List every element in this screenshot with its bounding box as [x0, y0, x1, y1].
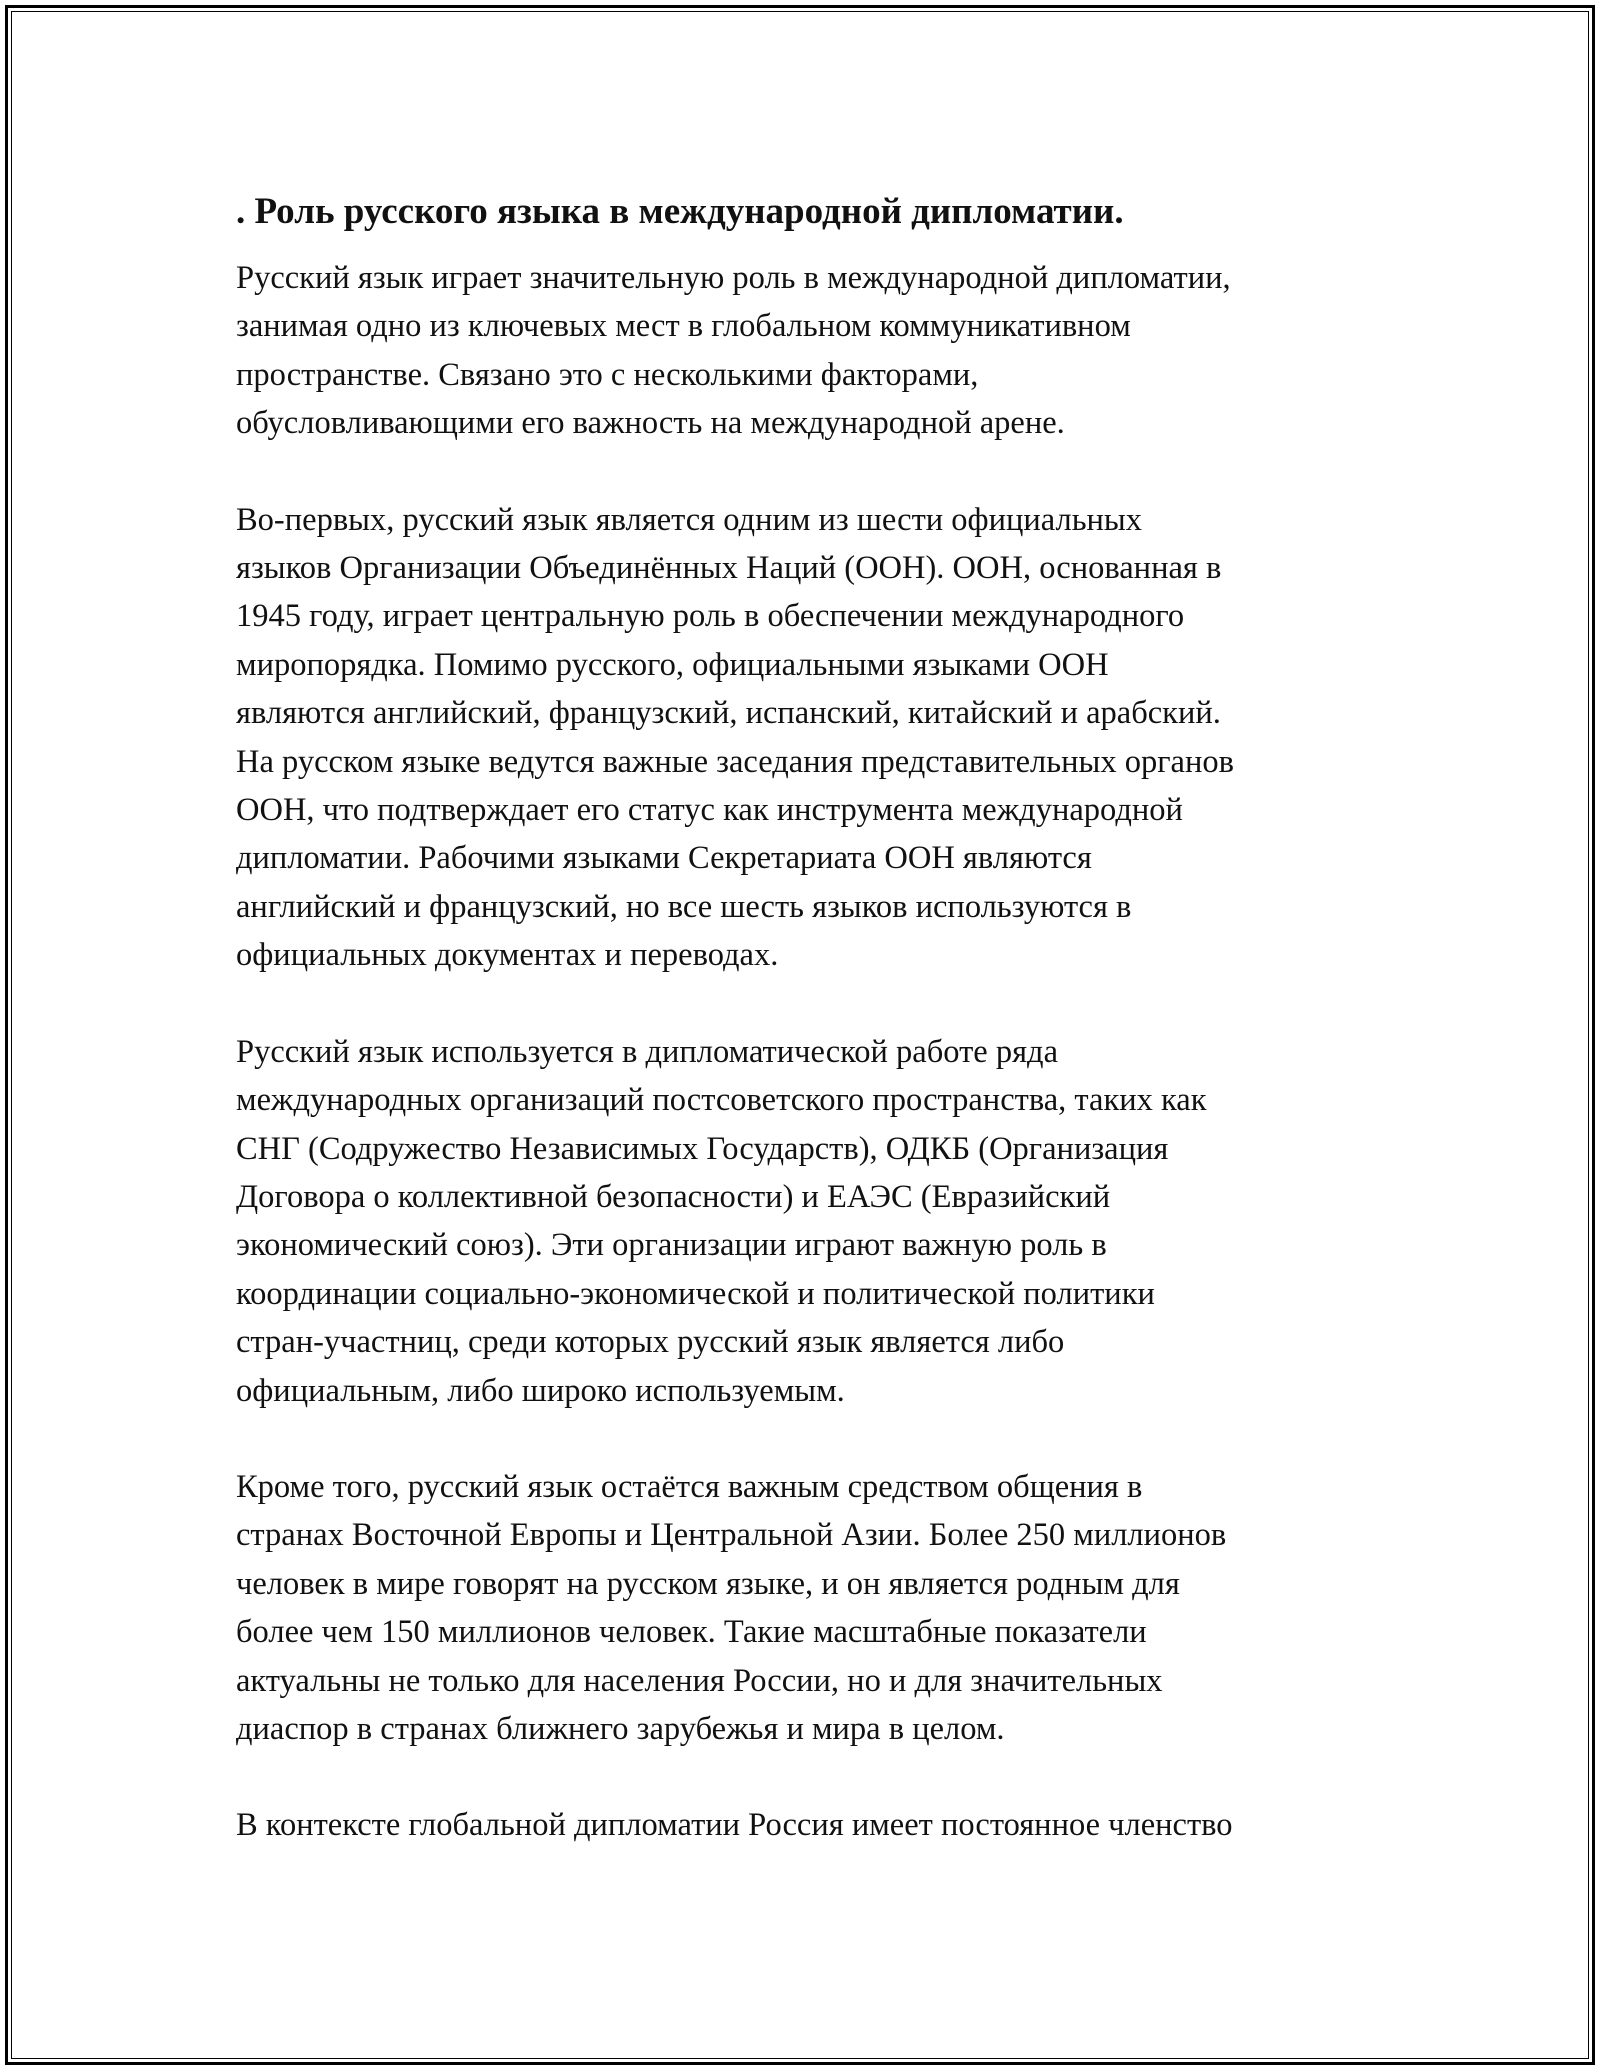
text-line: дипломатии. Рабочими языками Секретариата ООН являются	[236, 840, 1092, 877]
text-line: Договора о коллективной безопасности) и ЕАЭС (Евразийский	[236, 1178, 1111, 1215]
text-line: Кроме того, русский язык остаётся важным средством общения в	[236, 1468, 1143, 1505]
text-line: английский и французский, но все шесть языков используются в	[236, 888, 1132, 925]
text-line: международных организаций постсоветского пространства, таких как	[236, 1082, 1207, 1119]
paragraph-intro	[236, 254, 1396, 448]
text-line: миропорядка. Помимо русского, официальными языками ООН	[236, 646, 1109, 683]
text-line: актуальны не только для населения России, но и для значительных	[236, 1662, 1163, 1699]
text-line: координации социально-экономической и политической политики	[236, 1275, 1155, 1312]
text-line: языков Организации Объединённых Наций (ООН). ООН, основанная в	[236, 550, 1222, 587]
paragraph-post-soviet-organizations	[236, 1028, 1396, 1415]
paragraph-speakers	[236, 1463, 1396, 1753]
text-line: ООН, что подтверждает его статус как инструмента международной	[236, 792, 1183, 829]
text-line: обусловливающими его важность на международной арене.	[236, 405, 1065, 442]
text-line: диаспор в странах ближнего зарубежья и мира в целом.	[236, 1710, 1005, 1747]
text-line: В контексте глобальной дипломатии Россия имеет постоянное членство	[236, 1807, 1233, 1844]
text-line: являются английский, французский, испанский, китайский и арабский.	[236, 695, 1221, 732]
text-line: Русский язык играет значительную роль в международной дипломатии,	[236, 260, 1231, 296]
text-line: Во-первых, русский язык является одним из шести официальных	[236, 501, 1143, 538]
text-line: Русский язык используется в дипломатической работе ряда	[236, 1033, 1059, 1070]
paragraph-un-languages	[236, 496, 1396, 980]
text-line: занимая одно из ключевых мест в глобальном коммуникативном	[236, 308, 1131, 345]
text-line: более чем 150 миллионов человек. Такие масштабные показатели	[236, 1614, 1147, 1651]
document-body	[236, 188, 1396, 1898]
text-line: официальным, либо широко используемым.	[236, 1372, 845, 1409]
text-line: СНГ (Содружество Независимых Государств), ОДКБ (Организация	[236, 1130, 1169, 1167]
text-line: странах Восточной Европы и Центральной Азии. Более 250 миллионов	[236, 1517, 1227, 1554]
text-line: пространстве. Связано это с несколькими факторами,	[236, 356, 979, 393]
paragraph-global-diplomacy	[236, 1801, 1396, 1849]
text-line: стран-участниц, среди которых русский язык является либо	[236, 1324, 1065, 1361]
text-line: экономический союз). Эти организации играют важную роль в	[236, 1227, 1107, 1264]
text-line: 1945 году, играет центральную роль в обеспечении международного	[236, 598, 1185, 635]
document-heading: . Роль русского языка в международной дипломатии.	[236, 191, 1124, 232]
text-line: официальных документах и переводах.	[236, 937, 779, 974]
text-line: На русском языке ведутся важные заседания представительных органов	[236, 743, 1234, 780]
text-line: человек в мире говорят на русском языке, и он является родным для	[236, 1565, 1180, 1602]
